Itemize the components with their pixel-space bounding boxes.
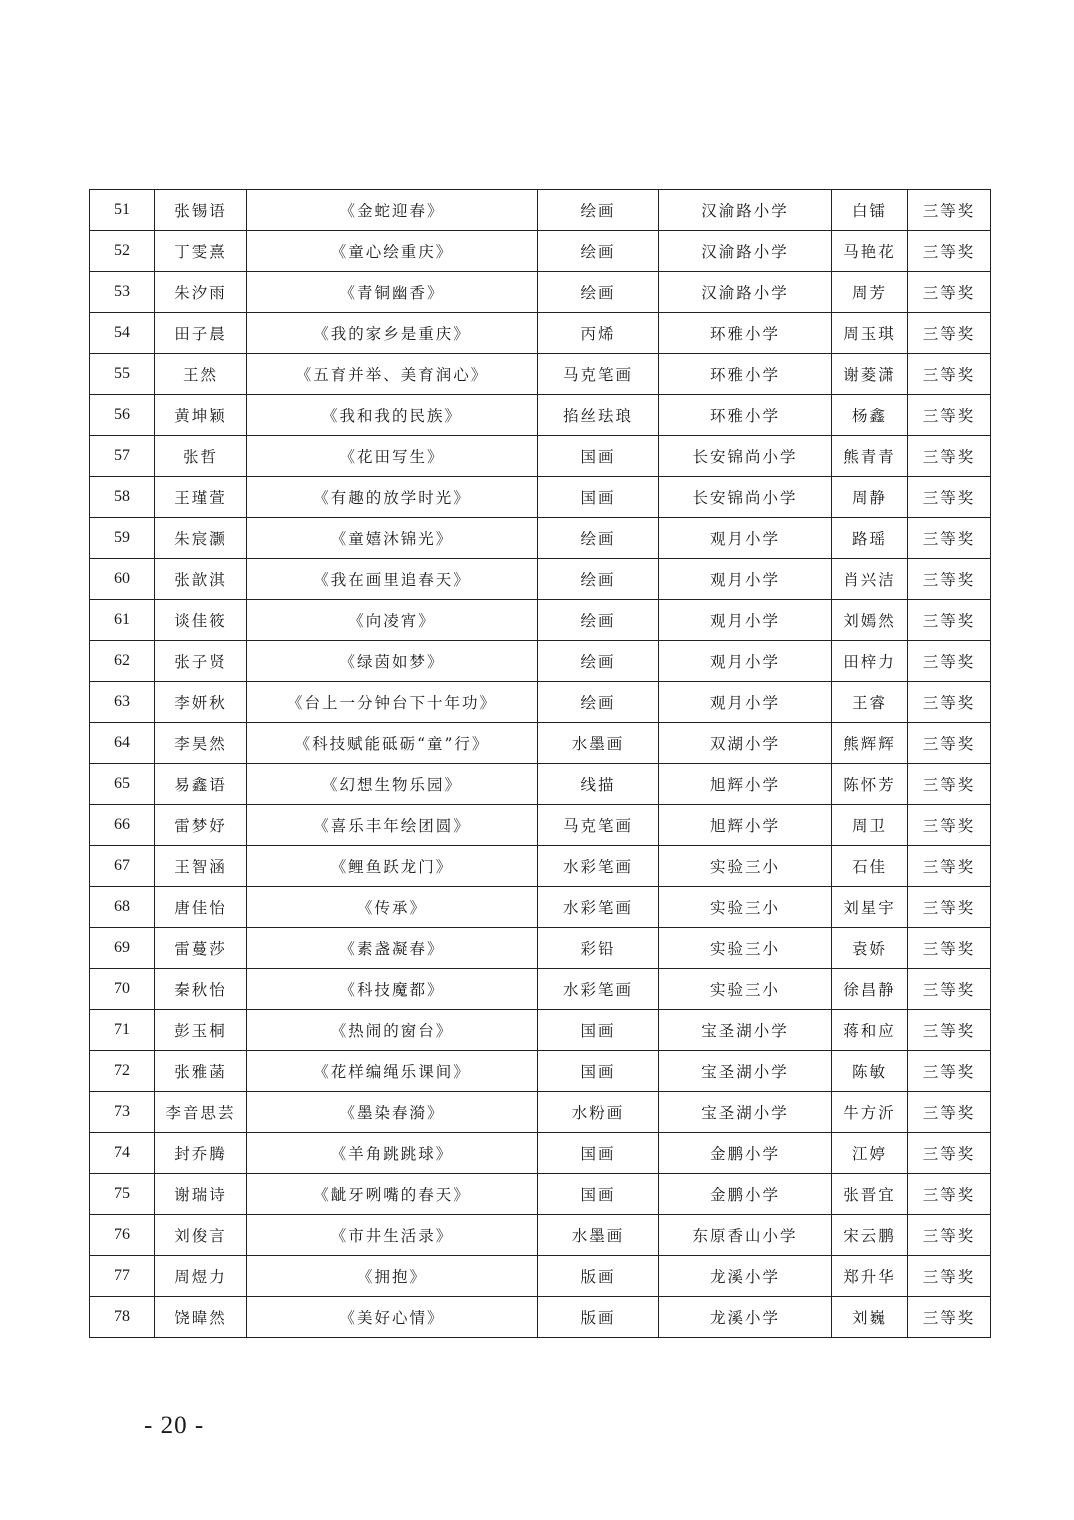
teacher-name: 肖兴洁 bbox=[832, 559, 908, 600]
entry-number: 53 bbox=[90, 272, 155, 313]
school-name: 汉渝路小学 bbox=[659, 190, 832, 231]
student-name: 田子晨 bbox=[155, 313, 247, 354]
table-row bbox=[90, 887, 991, 928]
award-level: 三等奖 bbox=[908, 764, 991, 805]
entry-number: 67 bbox=[90, 846, 155, 887]
award-level: 三等奖 bbox=[908, 1010, 991, 1051]
artwork-type: 国画 bbox=[538, 436, 659, 477]
artwork-type: 绘画 bbox=[538, 190, 659, 231]
school-name: 汉渝路小学 bbox=[659, 272, 832, 313]
award-level: 三等奖 bbox=[908, 518, 991, 559]
student-name: 朱宸灏 bbox=[155, 518, 247, 559]
artwork-title: 《青铜幽香》 bbox=[247, 272, 538, 313]
entry-number: 62 bbox=[90, 641, 155, 682]
entry-number: 77 bbox=[90, 1256, 155, 1297]
teacher-name: 蒋和应 bbox=[832, 1010, 908, 1051]
teacher-name: 刘嫣然 bbox=[832, 600, 908, 641]
award-level: 三等奖 bbox=[908, 641, 991, 682]
school-name: 实验三小 bbox=[659, 928, 832, 969]
artwork-type: 国画 bbox=[538, 1051, 659, 1092]
artwork-type: 国画 bbox=[538, 1174, 659, 1215]
table-row bbox=[90, 313, 991, 354]
artwork-type: 绘画 bbox=[538, 641, 659, 682]
award-table bbox=[89, 189, 991, 1338]
award-level: 三等奖 bbox=[908, 313, 991, 354]
artwork-type: 水墨画 bbox=[538, 723, 659, 764]
entry-number: 66 bbox=[90, 805, 155, 846]
student-name: 刘俊言 bbox=[155, 1215, 247, 1256]
school-name: 金鹏小学 bbox=[659, 1133, 832, 1174]
teacher-name: 白镭 bbox=[832, 190, 908, 231]
table-row bbox=[90, 1051, 991, 1092]
artwork-title: 《科技魔都》 bbox=[247, 969, 538, 1010]
student-name: 王然 bbox=[155, 354, 247, 395]
table-row bbox=[90, 1010, 991, 1051]
school-name: 观月小学 bbox=[659, 600, 832, 641]
student-name: 雷蔓莎 bbox=[155, 928, 247, 969]
student-name: 谈佳筱 bbox=[155, 600, 247, 641]
table-row bbox=[90, 600, 991, 641]
student-name: 周煜力 bbox=[155, 1256, 247, 1297]
student-name: 朱汐雨 bbox=[155, 272, 247, 313]
student-name: 秦秋怡 bbox=[155, 969, 247, 1010]
school-name: 宝圣湖小学 bbox=[659, 1010, 832, 1051]
student-name: 饶暐然 bbox=[155, 1297, 247, 1338]
award-level: 三等奖 bbox=[908, 231, 991, 272]
table-row bbox=[90, 1133, 991, 1174]
artwork-type: 版画 bbox=[538, 1256, 659, 1297]
artwork-title: 《台上一分钟台下十年功》 bbox=[247, 682, 538, 723]
artwork-title: 《有趣的放学时光》 bbox=[247, 477, 538, 518]
artwork-title: 《市井生活录》 bbox=[247, 1215, 538, 1256]
artwork-title: 《龇牙咧嘴的春天》 bbox=[247, 1174, 538, 1215]
award-level: 三等奖 bbox=[908, 354, 991, 395]
award-level: 三等奖 bbox=[908, 805, 991, 846]
teacher-name: 路瑶 bbox=[832, 518, 908, 559]
school-name: 环雅小学 bbox=[659, 354, 832, 395]
student-name: 张锡语 bbox=[155, 190, 247, 231]
artwork-type: 绘画 bbox=[538, 272, 659, 313]
entry-number: 65 bbox=[90, 764, 155, 805]
entry-number: 60 bbox=[90, 559, 155, 600]
entry-number: 55 bbox=[90, 354, 155, 395]
award-level: 三等奖 bbox=[908, 559, 991, 600]
table-row bbox=[90, 477, 991, 518]
artwork-title: 《喜乐丰年绘团圆》 bbox=[247, 805, 538, 846]
school-name: 长安锦尚小学 bbox=[659, 436, 832, 477]
table-row bbox=[90, 436, 991, 477]
artwork-type: 版画 bbox=[538, 1297, 659, 1338]
table-row bbox=[90, 1297, 991, 1338]
award-level: 三等奖 bbox=[908, 846, 991, 887]
table-row bbox=[90, 928, 991, 969]
student-name: 黄坤颖 bbox=[155, 395, 247, 436]
artwork-type: 彩铅 bbox=[538, 928, 659, 969]
student-name: 易鑫语 bbox=[155, 764, 247, 805]
student-name: 张子贤 bbox=[155, 641, 247, 682]
teacher-name: 石佳 bbox=[832, 846, 908, 887]
entry-number: 70 bbox=[90, 969, 155, 1010]
entry-number: 58 bbox=[90, 477, 155, 518]
entry-number: 59 bbox=[90, 518, 155, 559]
award-level: 三等奖 bbox=[908, 928, 991, 969]
school-name: 环雅小学 bbox=[659, 313, 832, 354]
student-name: 王瑾萱 bbox=[155, 477, 247, 518]
student-name: 谢瑞诗 bbox=[155, 1174, 247, 1215]
teacher-name: 牛方沂 bbox=[832, 1092, 908, 1133]
table-row bbox=[90, 846, 991, 887]
award-level: 三等奖 bbox=[908, 1092, 991, 1133]
award-level: 三等奖 bbox=[908, 1215, 991, 1256]
student-name: 张哲 bbox=[155, 436, 247, 477]
award-level: 三等奖 bbox=[908, 682, 991, 723]
artwork-type: 水彩笔画 bbox=[538, 846, 659, 887]
student-name: 张歆淇 bbox=[155, 559, 247, 600]
school-name: 东原香山小学 bbox=[659, 1215, 832, 1256]
award-level: 三等奖 bbox=[908, 1051, 991, 1092]
entry-number: 56 bbox=[90, 395, 155, 436]
artwork-type: 绘画 bbox=[538, 231, 659, 272]
teacher-name: 谢菱潇 bbox=[832, 354, 908, 395]
award-level: 三等奖 bbox=[908, 969, 991, 1010]
teacher-name: 徐昌静 bbox=[832, 969, 908, 1010]
school-name: 旭辉小学 bbox=[659, 764, 832, 805]
artwork-type: 绘画 bbox=[538, 600, 659, 641]
artwork-title: 《我在画里追春天》 bbox=[247, 559, 538, 600]
award-level: 三等奖 bbox=[908, 477, 991, 518]
award-level: 三等奖 bbox=[908, 887, 991, 928]
school-name: 旭辉小学 bbox=[659, 805, 832, 846]
artwork-type: 绘画 bbox=[538, 682, 659, 723]
teacher-name: 张晋宜 bbox=[832, 1174, 908, 1215]
artwork-title: 《我的家乡是重庆》 bbox=[247, 313, 538, 354]
artwork-title: 《绿茵如梦》 bbox=[247, 641, 538, 682]
teacher-name: 刘巍 bbox=[832, 1297, 908, 1338]
student-name: 封乔腾 bbox=[155, 1133, 247, 1174]
school-name: 实验三小 bbox=[659, 887, 832, 928]
artwork-title: 《鲤鱼跃龙门》 bbox=[247, 846, 538, 887]
teacher-name: 陈敏 bbox=[832, 1051, 908, 1092]
school-name: 宝圣湖小学 bbox=[659, 1051, 832, 1092]
table-row bbox=[90, 1256, 991, 1297]
entry-number: 63 bbox=[90, 682, 155, 723]
artwork-title: 《向凌宵》 bbox=[247, 600, 538, 641]
table-row bbox=[90, 764, 991, 805]
artwork-title: 《传承》 bbox=[247, 887, 538, 928]
school-name: 双湖小学 bbox=[659, 723, 832, 764]
artwork-title: 《素盏凝春》 bbox=[247, 928, 538, 969]
teacher-name: 周卫 bbox=[832, 805, 908, 846]
teacher-name: 周芳 bbox=[832, 272, 908, 313]
table-row bbox=[90, 969, 991, 1010]
teacher-name: 陈怀芳 bbox=[832, 764, 908, 805]
student-name: 李音思芸 bbox=[155, 1092, 247, 1133]
teacher-name: 熊辉辉 bbox=[832, 723, 908, 764]
artwork-type: 水粉画 bbox=[538, 1092, 659, 1133]
entry-number: 61 bbox=[90, 600, 155, 641]
award-level: 三等奖 bbox=[908, 723, 991, 764]
artwork-title: 《花样编绳乐课间》 bbox=[247, 1051, 538, 1092]
student-name: 李昊然 bbox=[155, 723, 247, 764]
entry-number: 64 bbox=[90, 723, 155, 764]
artwork-title: 《花田写生》 bbox=[247, 436, 538, 477]
school-name: 龙溪小学 bbox=[659, 1256, 832, 1297]
artwork-type: 马克笔画 bbox=[538, 354, 659, 395]
artwork-type: 线描 bbox=[538, 764, 659, 805]
artwork-title: 《金蛇迎春》 bbox=[247, 190, 538, 231]
table-row bbox=[90, 682, 991, 723]
table-row bbox=[90, 190, 991, 231]
student-name: 王智涵 bbox=[155, 846, 247, 887]
teacher-name: 袁娇 bbox=[832, 928, 908, 969]
teacher-name: 马艳花 bbox=[832, 231, 908, 272]
student-name: 唐佳怡 bbox=[155, 887, 247, 928]
award-level: 三等奖 bbox=[908, 395, 991, 436]
award-level: 三等奖 bbox=[908, 1174, 991, 1215]
table-row bbox=[90, 272, 991, 313]
teacher-name: 王睿 bbox=[832, 682, 908, 723]
award-level: 三等奖 bbox=[908, 272, 991, 313]
teacher-name: 熊青青 bbox=[832, 436, 908, 477]
school-name: 观月小学 bbox=[659, 682, 832, 723]
school-name: 宝圣湖小学 bbox=[659, 1092, 832, 1133]
artwork-title: 《美好心情》 bbox=[247, 1297, 538, 1338]
teacher-name: 周静 bbox=[832, 477, 908, 518]
student-name: 李妍秋 bbox=[155, 682, 247, 723]
artwork-title: 《墨染春漪》 bbox=[247, 1092, 538, 1133]
student-name: 彭玉桐 bbox=[155, 1010, 247, 1051]
table-row bbox=[90, 231, 991, 272]
entry-number: 54 bbox=[90, 313, 155, 354]
artwork-type: 绘画 bbox=[538, 518, 659, 559]
table-row bbox=[90, 559, 991, 600]
artwork-title: 《童心绘重庆》 bbox=[247, 231, 538, 272]
student-name: 丁雯熹 bbox=[155, 231, 247, 272]
table-row bbox=[90, 1174, 991, 1215]
award-level: 三等奖 bbox=[908, 1133, 991, 1174]
teacher-name: 刘星宇 bbox=[832, 887, 908, 928]
artwork-title: 《幻想生物乐园》 bbox=[247, 764, 538, 805]
artwork-title: 《热闹的窗台》 bbox=[247, 1010, 538, 1051]
table-row bbox=[90, 805, 991, 846]
school-name: 金鹏小学 bbox=[659, 1174, 832, 1215]
entry-number: 76 bbox=[90, 1215, 155, 1256]
artwork-type: 马克笔画 bbox=[538, 805, 659, 846]
student-name: 雷梦妤 bbox=[155, 805, 247, 846]
entry-number: 78 bbox=[90, 1297, 155, 1338]
artwork-type: 国画 bbox=[538, 1133, 659, 1174]
table-row bbox=[90, 395, 991, 436]
teacher-name: 江婷 bbox=[832, 1133, 908, 1174]
entry-number: 52 bbox=[90, 231, 155, 272]
school-name: 长安锦尚小学 bbox=[659, 477, 832, 518]
artwork-title: 《童嬉沐锦光》 bbox=[247, 518, 538, 559]
school-name: 龙溪小学 bbox=[659, 1297, 832, 1338]
page-number: - 20 - bbox=[144, 1412, 205, 1439]
teacher-name: 郑升华 bbox=[832, 1256, 908, 1297]
school-name: 观月小学 bbox=[659, 641, 832, 682]
entry-number: 75 bbox=[90, 1174, 155, 1215]
artwork-type: 国画 bbox=[538, 477, 659, 518]
artwork-title: 《我和我的民族》 bbox=[247, 395, 538, 436]
table-row bbox=[90, 641, 991, 682]
table-row bbox=[90, 518, 991, 559]
award-table-body bbox=[90, 190, 991, 1338]
artwork-title: 《羊角跳跳球》 bbox=[247, 1133, 538, 1174]
teacher-name: 宋云鹏 bbox=[832, 1215, 908, 1256]
school-name: 环雅小学 bbox=[659, 395, 832, 436]
artwork-title: 《科技赋能砥砺“童”行》 bbox=[247, 723, 538, 764]
table-row bbox=[90, 1215, 991, 1256]
award-level: 三等奖 bbox=[908, 600, 991, 641]
artwork-title: 《拥抱》 bbox=[247, 1256, 538, 1297]
artwork-type: 水彩笔画 bbox=[538, 969, 659, 1010]
artwork-type: 水墨画 bbox=[538, 1215, 659, 1256]
school-name: 实验三小 bbox=[659, 846, 832, 887]
teacher-name: 周玉琪 bbox=[832, 313, 908, 354]
entry-number: 57 bbox=[90, 436, 155, 477]
school-name: 实验三小 bbox=[659, 969, 832, 1010]
school-name: 观月小学 bbox=[659, 559, 832, 600]
artwork-type: 掐丝珐琅 bbox=[538, 395, 659, 436]
entry-number: 74 bbox=[90, 1133, 155, 1174]
artwork-type: 绘画 bbox=[538, 559, 659, 600]
award-level: 三等奖 bbox=[908, 436, 991, 477]
award-level: 三等奖 bbox=[908, 1256, 991, 1297]
artwork-type: 国画 bbox=[538, 1010, 659, 1051]
artwork-type: 水彩笔画 bbox=[538, 887, 659, 928]
school-name: 汉渝路小学 bbox=[659, 231, 832, 272]
artwork-type: 丙烯 bbox=[538, 313, 659, 354]
entry-number: 71 bbox=[90, 1010, 155, 1051]
table-row bbox=[90, 1092, 991, 1133]
award-level: 三等奖 bbox=[908, 1297, 991, 1338]
entry-number: 69 bbox=[90, 928, 155, 969]
entry-number: 68 bbox=[90, 887, 155, 928]
artwork-title: 《五育并举、美育润心》 bbox=[247, 354, 538, 395]
entry-number: 73 bbox=[90, 1092, 155, 1133]
table-row bbox=[90, 354, 991, 395]
award-level: 三等奖 bbox=[908, 190, 991, 231]
student-name: 张雅菡 bbox=[155, 1051, 247, 1092]
entry-number: 51 bbox=[90, 190, 155, 231]
table-row bbox=[90, 723, 991, 764]
teacher-name: 杨鑫 bbox=[832, 395, 908, 436]
teacher-name: 田梓力 bbox=[832, 641, 908, 682]
entry-number: 72 bbox=[90, 1051, 155, 1092]
school-name: 观月小学 bbox=[659, 518, 832, 559]
